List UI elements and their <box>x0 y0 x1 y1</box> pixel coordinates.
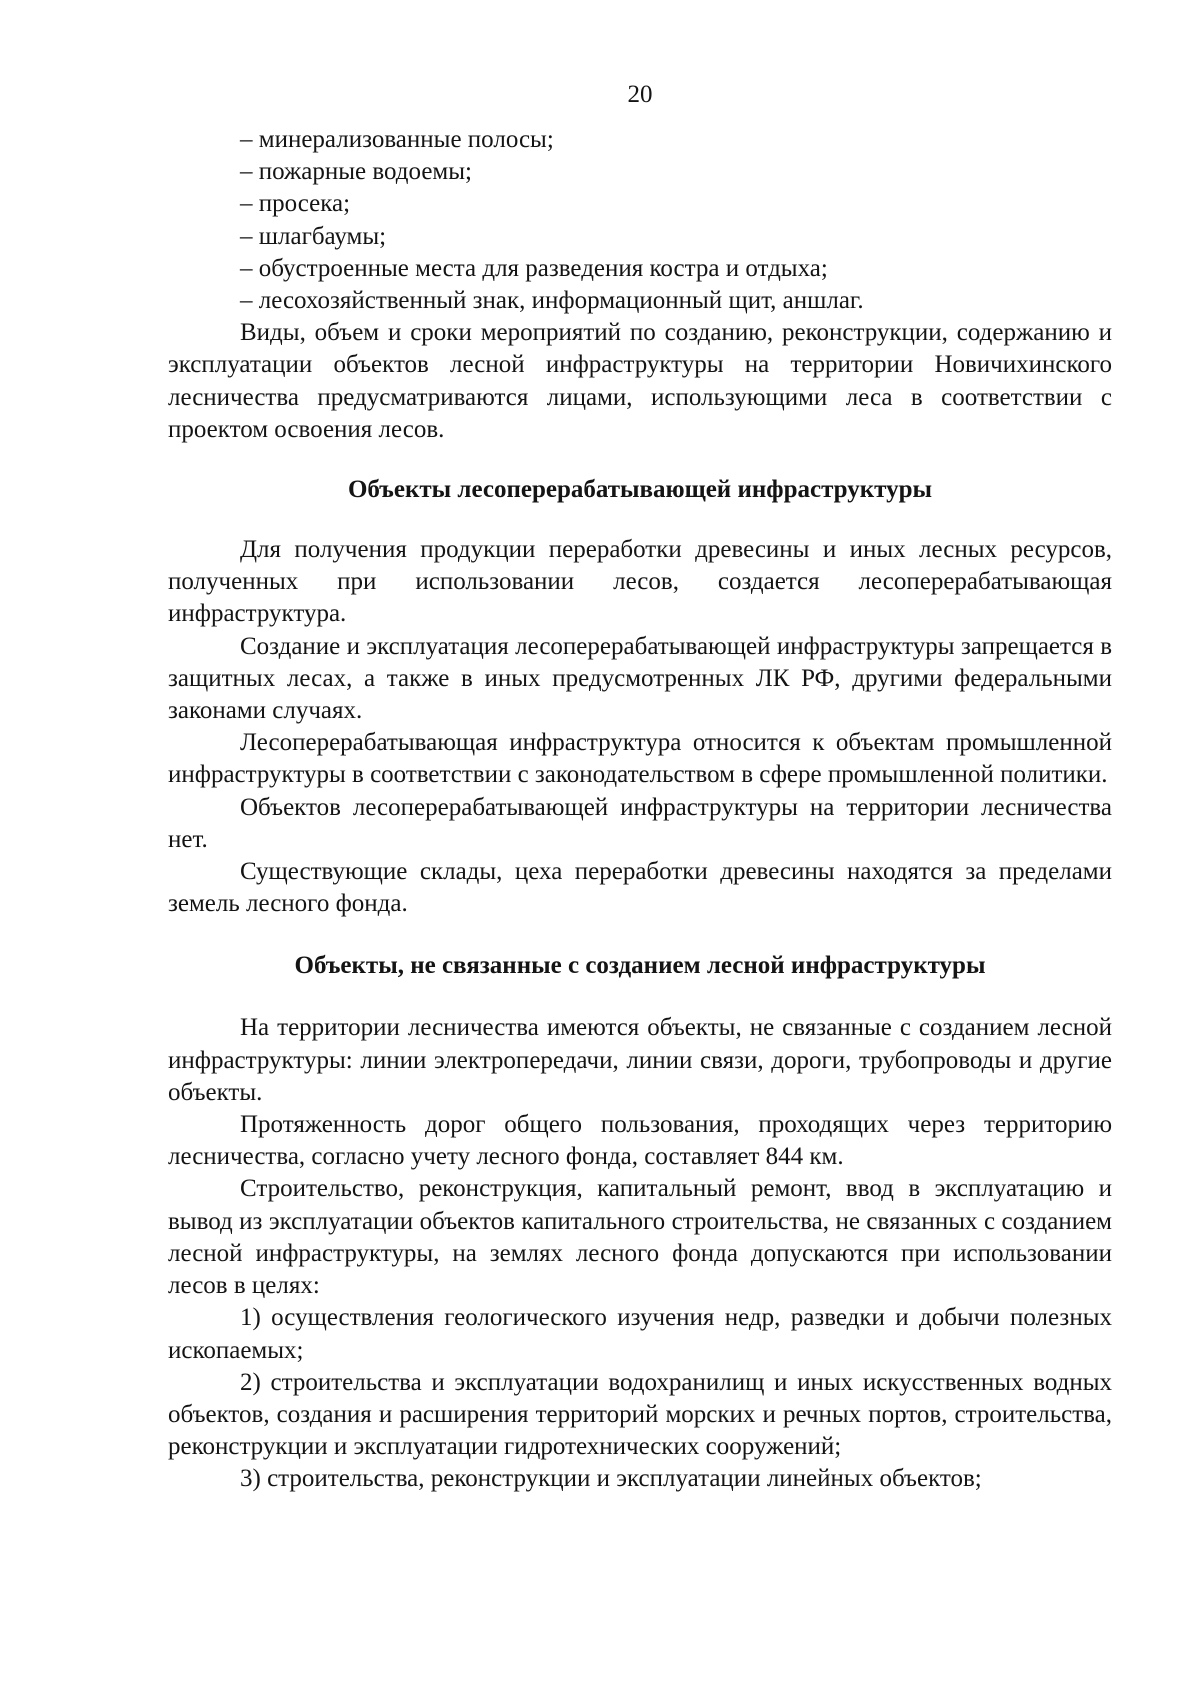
paragraph: Создание и эксплуатация лесоперерабатывающей инфраструктуры запрещается в защитных лесах, а также в иных предусмотренных ЛК РФ, другими федеральными законами случаях. <box>168 632 1112 725</box>
paragraph: Для получения продукции переработки древесины и иных лесных ресурсов, полученных при использовании лесов, создается лесоперерабатывающая инфраструктура. <box>168 536 1112 628</box>
bullet-list <box>168 124 1112 317</box>
numbered-item: 2) строительства и эксплуатации водохранилищ и иных искусственных водных объектов, создания и расширения территорий морских и речных портов, строительства, реконструкции и эксплуатации гидротехнических сооружений; <box>168 1368 1112 1461</box>
page-number: 20 <box>627 81 653 108</box>
section-heading-unrelated-objects: Объекты, не связанные с созданием лесной инфраструктуры <box>294 952 986 980</box>
list-item: – обустроенные места для разведения костра и отдыха; <box>240 254 828 282</box>
paragraph: Существующие склады, цеха переработки древесины находятся за пределами земель лесного фонда. <box>168 858 1112 918</box>
section-heading-processing-infrastructure: Объекты лесоперерабатывающей инфраструктуры <box>347 476 933 504</box>
section-processing-infrastructure <box>168 534 1112 920</box>
numbered-item: 1) осуществления геологического изучения недр, разведки и добычи полезных ископаемых; <box>168 1304 1112 1364</box>
paragraph: Лесоперерабатывающая инфраструктура относится к объектам промышленной инфраструктуры в соответствии с законодательством в сфере промышленной политики. <box>168 729 1112 789</box>
paragraph: Объектов лесоперерабатывающей инфраструктуры на территории лесничества нет. <box>168 793 1112 853</box>
numbered-item: 3) строительства, реконструкции и эксплуатации линейных объектов; <box>240 1465 982 1493</box>
section-unrelated-objects <box>168 1012 1112 1495</box>
paragraph: Протяженность дорог общего пользования, проходящих через территорию лесничества, согласно учету лесного фонда, составляет 844 км. <box>168 1111 1112 1171</box>
paragraph: На территории лесничества имеются объекты, не связанные с созданием лесной инфраструктуры: линии электропередачи, линии связи, дороги, трубопроводы и другие объекты. <box>168 1014 1112 1106</box>
intro-paragraph: Виды, объем и сроки мероприятий по созданию, реконструкции, содержанию и эксплуатации объектов лесной инфраструктуры на территории Новичихинского лесничества предусматриваются лицами, использующими леса в соответствии с проектом освоения лесов. <box>168 319 1112 443</box>
list-item: – лесохозяйственный знак, информационный щит, аншлаг. <box>240 287 864 315</box>
list-item: – минерализованные полосы; <box>240 126 554 153</box>
list-item: – просека; <box>240 190 351 218</box>
list-item: – пожарные водоемы; <box>240 158 472 186</box>
page-content <box>168 124 1112 1496</box>
list-item: – шлагбаумы; <box>240 222 387 250</box>
paragraph: Строительство, реконструкция, капитальный ремонт, ввод в эксплуатацию и вывод из эксплуатации объектов капитального строительства, не связанных с созданием лесной инфраструктуры, на землях лесного фонда допускаются при использовании лесов в целях: <box>168 1175 1112 1300</box>
